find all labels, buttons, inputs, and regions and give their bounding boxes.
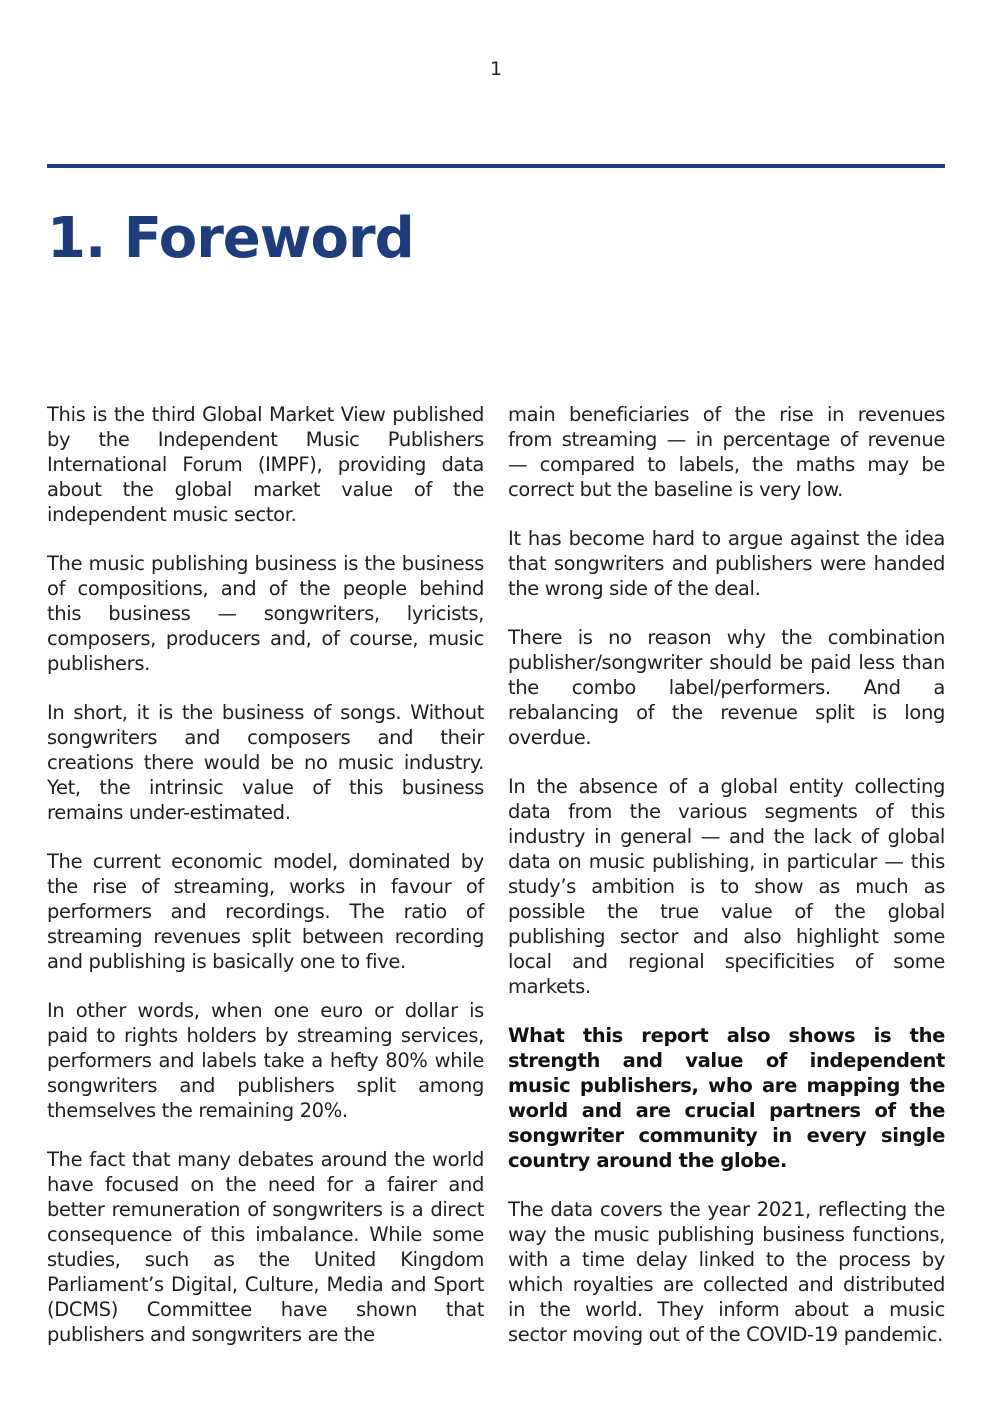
paragraph: The data covers the year 2021, reflecting the way the music publishing business functions, with a time delay linked to the process by which royalties are collected and distributed in the world. They inform about a music sector moving out of the COVID-19 pandemic. [508,1198,945,1346]
paragraph: The current economic model, dominated by the rise of streaming, works in favour of performers and recordings. The ratio of streaming revenues split between recording and publishing is basically one to five. [47,850,484,973]
paragraph: The music publishing business is the business of compositions, and of the people behind this business — songwriters, lyricists, composers, producers and, of course, music publishers. [47,552,484,675]
left-column [47,402,484,1362]
paragraph: It has become hard to argue against the idea that songwriters and publishers were handed the wrong side of the deal. [508,527,945,600]
paragraph: In other words, when one euro or dollar is paid to rights holders by streaming services, performers and labels take a hefty 80% while songwriters and publishers split among themselves the remaining 20%. [47,999,484,1122]
paragraph: This is the third Global Market View published by the Independent Music Publishers International Forum (IMPF), providing data about the global market value of the independent music sector. [47,403,484,526]
page-title: 1. Foreword [47,206,414,271]
highlight-paragraph: What this report also shows is the strength and value of independent music publishers, who are mapping the world and are crucial partners of the songwriter community in every single country around the globe. [508,1024,945,1172]
paragraph: There is no reason why the combination publisher/songwriter should be paid less than the combo label/performers. And a rebalancing of the revenue split is long overdue. [508,626,945,749]
paragraph: In the absence of a global entity collecting data from the various segments of this industry in general — and the lack of global data on music publishing, in particular — this study’s ambition is to show as much as possible the true value of the global publishing sector and also highlight some local and regional specificities of some markets. [508,775,945,998]
body-columns [47,402,945,1362]
paragraph: In short, it is the business of songs. Without songwriters and composers and their creations there would be no music industry. Yet, the intrinsic value of this business remains under-estimated. [47,701,484,824]
paragraph: main beneficiaries of the rise in revenues from streaming — in percentage of revenue — compared to labels, the maths may be correct but the baseline is very low. [508,403,945,501]
page-number: 1 [489,58,503,80]
header-divider [47,164,945,168]
right-column [508,402,945,1362]
paragraph: The fact that many debates around the world have focused on the need for a fairer and better remuneration of songwriters is a direct consequence of this imbalance. While some studies, such as the United Kingdom Parliament’s Digital, Culture, Media and Sport (DCMS) Committee have shown that publishers and songwriters are the [47,1148,484,1346]
